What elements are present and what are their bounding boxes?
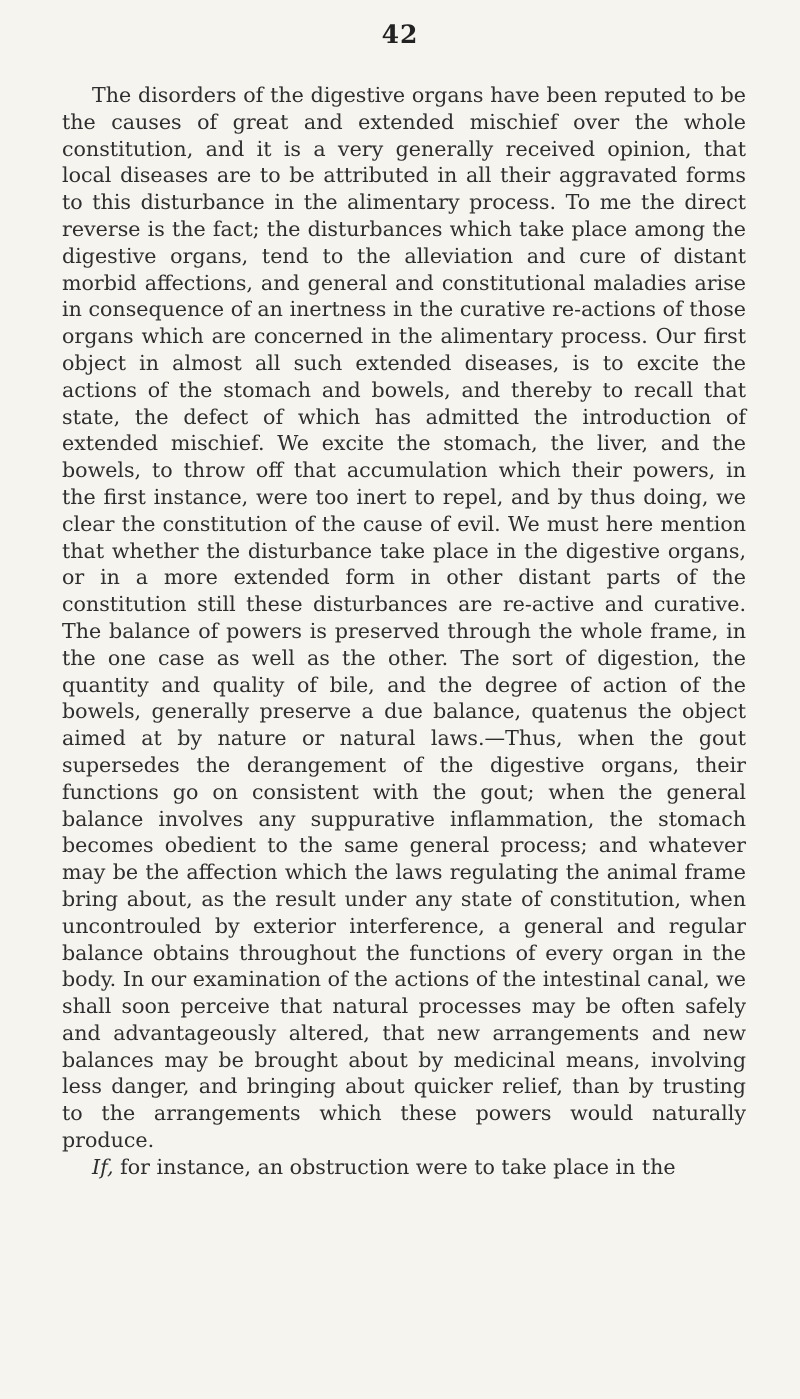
- paragraph-text: for instance, an obstruction were to take place in the: [113, 1154, 676, 1179]
- paragraph-continued: [62, 1154, 746, 1181]
- page-number: 42: [381, 20, 419, 49]
- body-text: [62, 82, 746, 1181]
- paragraph: The disorders of the digestive organs have been reputed to be the causes of great and extended mischief over the whole constitution, and it is a very generally received opinion, that local diseases are to be attributed in all their aggravated forms to this disturbance in the alimentary process. To me the direct reverse is the fact; the disturbances which take place among the digestive organs, tend to the alleviation and cure of distant morbid affections, and general and constitutional maladies arise in consequence of an inertness in the curative re-actions of those organs which are concerned in the alimentary process. Our first object in almost all such extended diseases, is to excite the actions of the stomach and bowels, and thereby to recall that state, the defect of which has admitted the introduction of extended mischief. We excite the stomach, the liver, and the bowels, to throw off that accumulation which their powers, in the first instance, were too inert to repel, and by thus doing, we clear the constitution of the cause of evil. We must here mention that whether the disturbance take place in the digestive organs, or in a more extended form in other distant parts of the constitution still these disturbances are re-active and curative. The balance of powers is preserved through the whole frame, in the one case as well as the other. The sort of digestion, the quantity and quality of bile, and the degree of action of the bowels, generally preserve a due balance, quatenus the object aimed at by nature or natural laws.—Thus, when the gout supersedes the derangement of the digestive organs, their functions go on consistent with the gout; when the general balance involves any suppurative inflammation, the stomach becomes obedient to the same general process; and whatever may be the affection which the laws regulating the animal frame bring about, as the result under any state of constitution, when uncontrouled by exterior interference, a general and regular balance obtains throughout the functions of every organ in the body. In our examination of the actions of the intestinal canal, we shall soon perceive that natural processes may be often safely and advantageously altered, that new arrangements and new balances may be brought about by medicinal means, involving less danger, and bringing about quicker relief, than by trusting to the arrangements which these powers would naturally produce.: [62, 83, 746, 1153]
- italic-lead-word: If,: [92, 1154, 114, 1179]
